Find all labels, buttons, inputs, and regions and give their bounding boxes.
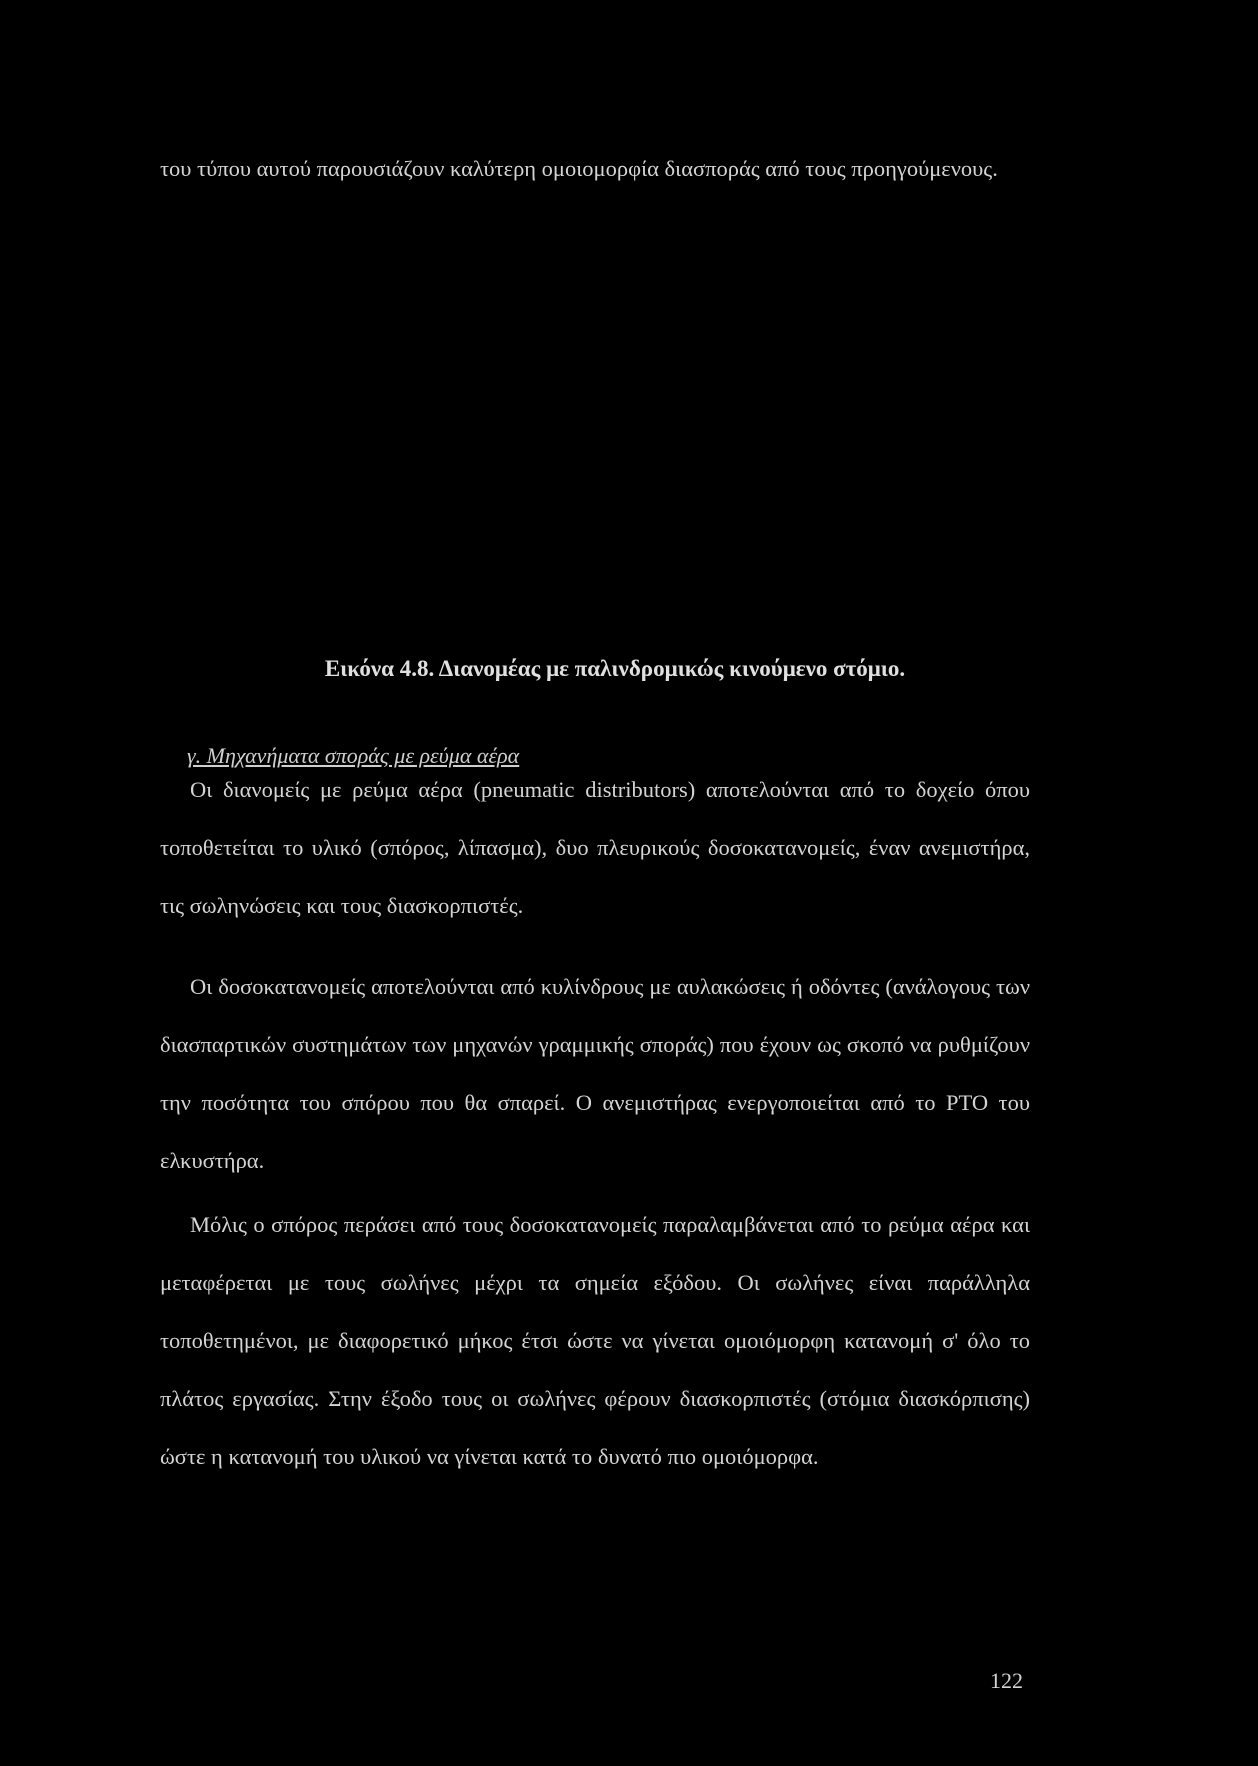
- paragraph-metering-units: Οι δοσοκατανομείς αποτελούνται από κυλίνδρους με αυλακώσεις ή οδόντες (ανάλογους των διασπαρτικών συστημάτων των μηχανών γραμμικής σποράς) που έχουν ως σκοπό να ρυθμίζουν την ποσότητα του σπόρου που θα σπαρεί. Ο ανεμιστήρας ενεργοποιείται από το PTO του ελκυστήρα.: [160, 974, 1030, 1173]
- section-subheading: γ. Μηχανήματα σποράς με ρεύμα αέρα: [187, 743, 520, 768]
- figure-caption: Εικόνα 4.8. Διανομέας με παλινδρομικώς κινούμενο στόμιο.: [324, 656, 906, 681]
- paragraph-top: του τύπου αυτού παρουσιάζουν καλύτερη ομοιομορφία διασποράς από τους προηγούμενους.: [160, 156, 998, 181]
- paragraph-pneumatic-distributors: Οι διανομείς με ρεύμα αέρα (pneumatic distributors) αποτελούνται από το δοχείο όπου τοποθετείται το υλικό (σπόρος, λίπασμα), δυο πλευρικούς δοσοκατανομείς, έναν ανεμιστήρα, τις σωληνώσεις και τους διασκορπιστές.: [160, 777, 1030, 918]
- paragraph-seed-transport: Μόλις ο σπόρος περάσει από τους δοσοκατανομείς παραλαμβάνεται από το ρεύμα αέρα και μεταφέρεται με τους σωλήνες μέχρι τα σημεία εξόδου. Οι σωλήνες είναι παράλληλα τοποθετημένοι, με διαφορετικό μήκος έτσι ώστε να γίνεται ομοιόμορφη κατανομή σ' όλο το πλάτος εργασίας. Στην έξοδο τους οι σωλήνες φέρουν διασκορπιστές (στόμια διασκόρπισης) ώστε η κατανομή του υλικού να γίνεται κατά το δυνατό πιο ομοιόμορφα.: [160, 1212, 1030, 1469]
- page-number: 122: [990, 1668, 1023, 1693]
